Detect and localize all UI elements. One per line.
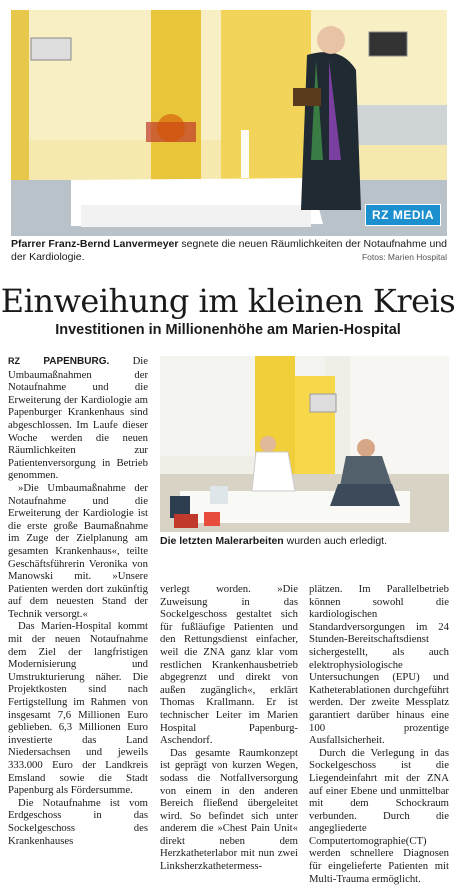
paragraph: Durch die Verlegung in das Sockelgeschoss ist die Liegendeinfahrt mit der ZNA auf einer Ebene und unmittelbar mit dem Schockraum verbunden. Durch die angegliederte Computertomographie(CT) werden schnellere Diagnosen für eingelieferte Patienten mit Multi-Trauma ermöglicht. bbox=[309, 746, 449, 885]
headline: Einweihung im kleinen Kreis bbox=[0, 282, 456, 320]
photo-caption-2 bbox=[160, 535, 449, 547]
photo-credit: Fotos: Marien Hospital bbox=[361, 252, 447, 262]
paragraph: plätzen. Im Parallelbetrieb können sowohl die kardiologischen Standardversorgungen im 24 Stunden-Bereitschaftsdienst sichergestellt, als auch elektrophysiologische Untersuchungen (EPU) und Katheterablationen durchgeführt werden. Der zweite Messplatz garantiert darüber hinaus eine 100 prozentige Ausfallsicherheit. bbox=[309, 583, 449, 747]
photo-caption-1 bbox=[11, 238, 447, 264]
paragraph-intro bbox=[8, 355, 148, 482]
dateline-place: PAPENBURG. bbox=[43, 356, 110, 367]
paragraph-text: Die Umbaumaßnahmen der Notaufnahme und die Erweiterung der Kardiologie am Papenburger Krankenhaus sind abgeschlossen. Im Laufe dieser Woche werden die neuen Räumlichkeiten zur Patientenversorgung in Betrieb genommen. bbox=[8, 355, 148, 482]
paragraph: Die Notaufnahme ist vom Erdgeschoss in das Sockelgeschoss des Krankenhauses bbox=[8, 796, 148, 847]
article-column-2 bbox=[160, 583, 298, 873]
painters-photo bbox=[160, 356, 449, 532]
paragraph: verlegt worden. »Die Zuweisung in das Sockelgeschoss gestaltet sich für fußläufige Patienten und den Rettungsdienst einfacher, weil die ZNA ganz klar vom restlichen Krankenhausbetrieb abgegrenzt und direkt von außen zugänglich«, erklärt Thomas Krallmann. Er ist technischer Leiter im Marien Hospital Papenburg-Aschendorf. bbox=[160, 583, 298, 747]
dateline-prefix: RZ bbox=[8, 356, 20, 366]
paragraph: Das Marien-Hospital kommt mit der neuen Notaufnahme dem Ziel der langfristigen Modernisierung und Umstrukturierung näher. Die Projektkosten sind nach Fertigstellung im Rahmen von insgesamt 7,6 Millionen Euro geblieben. 6,3 Millionen Euro investierte das Land Niedersachsen und jeweils 333.000 Euro der Landkreis Emsland sowie die Stadt Papenburg als Fördersumme. bbox=[8, 620, 148, 797]
article-column-1 bbox=[8, 355, 148, 847]
paragraph: Das gesamte Raumkonzept ist geprägt von kurzen Wegen, sodass die Notfallversorgung von einem in den anderen Bereich fließend übergeleitet wird. So befindet sich unter anderem die »Chest Pain Unit« direkt neben dem Herzkatheterlabor mit nun zwei Linksherzkathetermess- bbox=[160, 746, 298, 873]
blessing-photo bbox=[11, 10, 447, 236]
caption-text: segnete die neuen Räumlichkeiten der Notaufnahme und der Kardiologie. bbox=[11, 238, 447, 263]
subheadline: Investitionen in Millionenhöhe am Marien-Hospital bbox=[55, 322, 401, 338]
caption-bold: Die letzten Malerarbeiten bbox=[160, 535, 284, 547]
paragraph: »Die Umbaumaßnahme der Notaufnahme und die Erweiterung der Kardiologie ist die erste große Baumaßnahme im Zuge der Zielplanung am gesamten Krankenhaus«, teilte Geschäftsführerin Veronika von Manowski mit. »Unsere Patienten werden dort zukünftig auf dem neuesten Stand der Technik versorgt.« bbox=[8, 481, 148, 620]
rz-media-badge: RZ MEDIA bbox=[365, 204, 441, 226]
caption-name: Pfarrer Franz-Bernd Lanvermeyer bbox=[11, 238, 179, 250]
caption-text: wurden auch erledigt. bbox=[283, 535, 388, 547]
